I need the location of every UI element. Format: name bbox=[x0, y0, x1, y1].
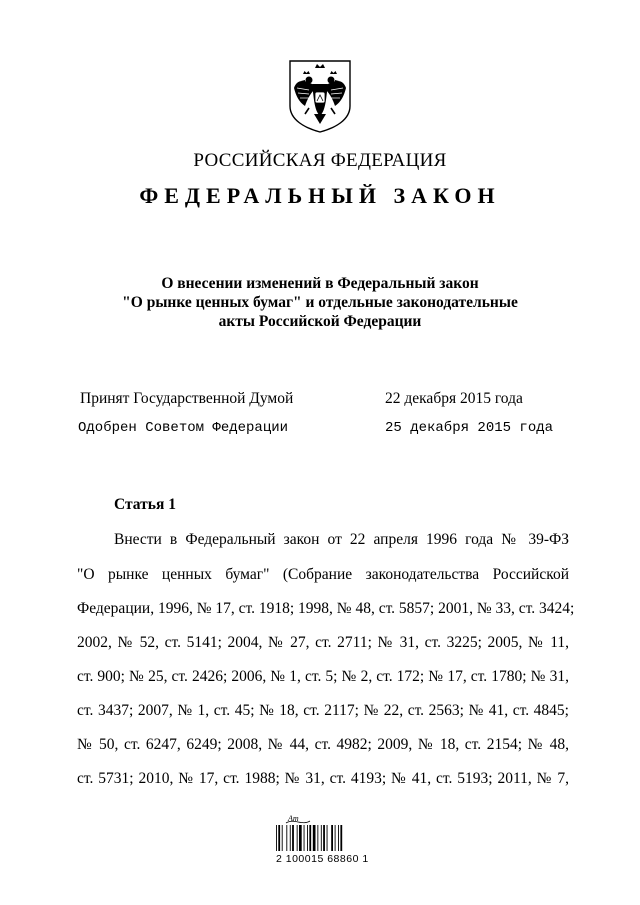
article-text-line: ст. 900; № 25, ст. 2426; 2006, № 1, ст. 5; № 2, ст. 172; № 17, ст. 1780; № 31, bbox=[77, 668, 569, 685]
stamp-mark: Ат bbox=[288, 814, 299, 823]
article-text-line: ст. 5731; 2010, № 17, ст. 1988; № 31, ст. 4193; № 41, ст. 5193; 2011, № 7, bbox=[77, 770, 569, 787]
law-title-line: акты Российской Федерации bbox=[218, 313, 422, 330]
article-text-line: Внести в Федеральный закон от 22 апреля 1996 года № 39-ФЗ bbox=[114, 531, 569, 548]
law-type-heading: ФЕДЕРАЛЬНЫЙ ЗАКОН bbox=[139, 183, 501, 208]
article-text-line: 2002, № 52, ст. 5141; 2004, № 27, ст. 2711; № 31, ст. 3225; 2005, № 11, bbox=[77, 634, 569, 651]
duma-adoption-date: 22 декабря 2015 года bbox=[385, 390, 523, 407]
council-approval-date: 25 декабря 2015 года bbox=[385, 420, 554, 436]
law-title bbox=[0, 274, 640, 331]
article-text-line: ст. 3437; 2007, № 1, ст. 45; № 18, ст. 2117; № 22, ст. 2563; № 41, ст. 4845; bbox=[77, 702, 569, 719]
article-heading: Статья 1 bbox=[114, 496, 176, 513]
barcode-icon bbox=[272, 812, 372, 852]
article-text-line: "О рынке ценных бумаг" (Собрание законодательства Российской bbox=[77, 566, 569, 583]
law-title-line: О внесении изменений в Федеральный закон bbox=[161, 275, 479, 292]
duma-adoption-label: Принят Государственной Думой bbox=[80, 390, 294, 407]
barcode-number: 2 100015 68860 1 bbox=[276, 853, 369, 865]
article-text-line: Федерации, 1996, № 17, ст. 1918; 1998, № 48, ст. 5857; 2001, № 33, ст. 3424; bbox=[77, 600, 575, 617]
law-title-line: "О рынке ценных бумаг" и отдельные законодательные bbox=[122, 294, 518, 311]
article-text-line: № 50, ст. 6247, 6249; 2008, № 44, ст. 4982; 2009, № 18, ст. 2154; № 48, bbox=[77, 736, 569, 753]
country-heading: РОССИЙСКАЯ ФЕДЕРАЦИЯ bbox=[193, 150, 447, 171]
council-approval-label: Одобрен Советом Федерации bbox=[78, 420, 289, 436]
coat-of-arms-icon bbox=[287, 58, 353, 134]
